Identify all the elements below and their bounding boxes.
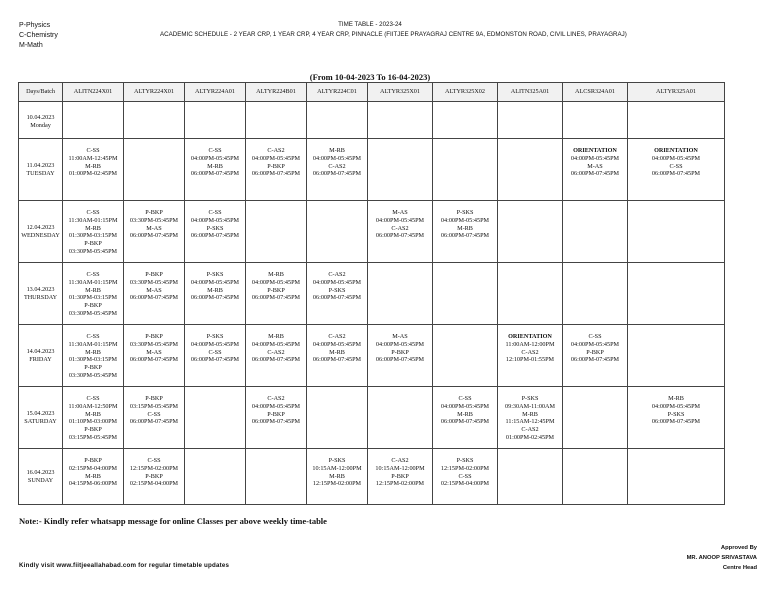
time-slot: 03:30PM-05:45PM (68, 309, 118, 317)
schedule-cell (307, 263, 368, 325)
subject-teacher: P-BKP (145, 472, 163, 480)
schedule-cell (628, 387, 725, 449)
time-slot: 04:00PM-05:45PM (190, 340, 240, 348)
title-line-1: TIME TABLE - 2023-24 (338, 21, 402, 28)
subject-teacher: M-AS (392, 209, 408, 216)
time-slot: 06:00PM-07:45PM (190, 170, 240, 178)
subject-teacher: M-RB (329, 472, 345, 480)
subject-teacher: M-RB (85, 224, 101, 232)
time-slot: 06:00PM-07:45PM (251, 294, 301, 302)
subject-teacher: C-SS (458, 395, 472, 402)
schedule-cell (185, 201, 246, 263)
time-slot: 03:30PM-05:45PM (68, 247, 118, 255)
schedule-cell (246, 449, 307, 505)
legend-chemistry: C-Chemistry (19, 32, 58, 39)
time-slot: 06:00PM-07:45PM (129, 418, 179, 426)
time-slot: 06:00PM-07:45PM (129, 356, 179, 364)
day-cell (19, 325, 63, 387)
time-slot: 03:15PM-05:45PM (129, 402, 179, 410)
subject-teacher: C-AS2 (391, 224, 409, 232)
subject-teacher: P-SKS (521, 395, 539, 402)
subject-teacher: M-RB (268, 333, 284, 340)
subject-teacher: C-SS (86, 333, 100, 340)
time-slot: 04:00PM-05:45PM (251, 402, 301, 410)
subject-teacher: C-SS (147, 457, 161, 464)
day-cell (19, 139, 63, 201)
time-slot: 01:30PM-03:15PM (68, 232, 118, 240)
schedule-cell (563, 387, 628, 449)
schedule-cell (433, 102, 498, 139)
subject-teacher: C-AS2 (267, 147, 285, 154)
schedule-cell (307, 449, 368, 505)
title-line-2: ACADEMIC SCHEDULE - 2 YEAR CRP, 1 YEAR CRP, 4 YEAR CRP, PINNACLE (FIITJEE PRAYAGRAJ CENTRE 9A, EDMONSTON ROAD, CIVIL LINES, PRAYAGRAJ) (160, 31, 627, 38)
schedule-cell (368, 139, 433, 201)
schedule-cell (246, 263, 307, 325)
time-slot: 02:15PM-04:00PM (440, 480, 490, 488)
time-slot: 11:15AM-12:45PM (505, 418, 555, 426)
time-slot: 03:30PM-05:45PM (129, 278, 179, 286)
time-slot: 04:15PM-06:00PM (68, 480, 118, 488)
subject-teacher: C-AS2 (521, 348, 539, 356)
header-batch: ALITN325A01 (498, 83, 563, 102)
website-notice: Kindly visit www.fiitjeeallahabad.com for regular timetable updates (19, 562, 230, 569)
time-slot: 01:10PM-03:00PM (68, 418, 118, 426)
day-name: THURSDAY (23, 293, 58, 301)
schedule-cell (124, 102, 185, 139)
subject-teacher: P-BKP (145, 271, 163, 278)
time-slot: 12:10PM-01:55PM (505, 356, 555, 364)
time-slot: 09:30AM-11:00AM (505, 402, 555, 410)
time-slot: 06:00PM-07:45PM (190, 232, 240, 240)
schedule-cell (563, 449, 628, 505)
schedule-cell (124, 449, 185, 505)
schedule-cell (307, 139, 368, 201)
subject-teacher: ORIENTATION (573, 147, 617, 154)
header-days-batch: Days/Batch (19, 83, 63, 102)
time-slot: 03:30PM-05:45PM (129, 340, 179, 348)
day-date: 10.04.2023 (26, 114, 55, 121)
document-title (160, 20, 627, 40)
day-cell (19, 102, 63, 139)
subject-teacher: ORIENTATION (508, 333, 552, 340)
day-name: WEDNESDAY (21, 231, 60, 239)
schedule-cell (498, 102, 563, 139)
header-batch: ALTYR325X02 (433, 83, 498, 102)
schedule-cell (368, 325, 433, 387)
schedule-cell (368, 102, 433, 139)
subject-legend (19, 21, 58, 51)
schedule-cell (368, 387, 433, 449)
header-batch: ALTYR325X01 (368, 83, 433, 102)
subject-teacher: M-AS (587, 162, 603, 170)
time-slot: 04:00PM-05:45PM (570, 154, 620, 162)
subject-teacher: P-BKP (391, 472, 409, 480)
time-slot: 03:30PM-05:45PM (68, 371, 118, 379)
subject-teacher: C-SS (458, 472, 472, 480)
subject-teacher: C-AS2 (267, 395, 285, 402)
time-slot: 02:15PM-04:00PM (129, 480, 179, 488)
subject-teacher: P-SKS (328, 286, 346, 294)
subject-teacher: P-BKP (267, 286, 285, 294)
schedule-cell (124, 325, 185, 387)
time-slot: 06:00PM-07:45PM (129, 294, 179, 302)
schedule-cell (246, 325, 307, 387)
schedule-cell (628, 325, 725, 387)
schedule-cell (124, 201, 185, 263)
time-slot: 01:30PM-03:15PM (68, 294, 118, 302)
subject-teacher: M-RB (329, 348, 345, 356)
schedule-cell (124, 139, 185, 201)
subject-teacher: C-AS2 (391, 457, 409, 464)
schedule-cell (185, 102, 246, 139)
schedule-cell (124, 387, 185, 449)
time-slot: 03:30PM-05:45PM (129, 216, 179, 224)
time-slot: 01:00PM-02:45PM (505, 433, 555, 441)
schedule-cell (185, 325, 246, 387)
subject-teacher: C-SS (208, 147, 222, 154)
time-slot: 04:00PM-05:45PM (190, 154, 240, 162)
schedule-cell (563, 263, 628, 325)
schedule-cell (498, 387, 563, 449)
subject-teacher: P-BKP (267, 162, 285, 170)
schedule-cell (63, 263, 124, 325)
subject-teacher: C-SS (588, 333, 602, 340)
schedule-cell (63, 449, 124, 505)
schedule-cell (628, 449, 725, 505)
subject-teacher: C-AS2 (521, 426, 539, 434)
subject-teacher: M-RB (85, 162, 101, 170)
time-slot: 04:00PM-05:45PM (190, 216, 240, 224)
subject-teacher: P-BKP (84, 457, 102, 464)
time-slot: 04:00PM-05:45PM (251, 340, 301, 348)
schedule-cell (563, 139, 628, 201)
schedule-cell (185, 387, 246, 449)
legend-math: M-Math (19, 42, 43, 49)
subject-teacher: M-AS (146, 286, 162, 294)
schedule-cell (563, 201, 628, 263)
time-slot: 11:30AM-01:15PM (68, 278, 118, 286)
day-date: 15.04.2023 (26, 409, 55, 417)
time-slot: 06:00PM-07:45PM (190, 294, 240, 302)
time-slot: 06:00PM-07:45PM (251, 418, 301, 426)
header-batch: ALTYR224X01 (124, 83, 185, 102)
schedule-cell (628, 102, 725, 139)
subject-teacher: P-BKP (586, 348, 604, 356)
time-slot: 04:00PM-05:45PM (190, 278, 240, 286)
time-slot: 04:00PM-05:45PM (570, 340, 620, 348)
subject-teacher: P-SKS (206, 224, 224, 232)
schedule-cell (307, 201, 368, 263)
schedule-cell (498, 325, 563, 387)
day-name: SATURDAY (24, 417, 57, 425)
time-slot: 06:00PM-07:45PM (251, 356, 301, 364)
time-slot: 12:15PM-02:00PM (312, 480, 362, 488)
schedule-cell (498, 449, 563, 505)
header-batch: ALTYR224B01 (246, 83, 307, 102)
schedule-cell (433, 387, 498, 449)
subject-teacher: P-BKP (145, 209, 163, 216)
schedule-cell (246, 102, 307, 139)
time-slot: 06:00PM-07:45PM (651, 418, 701, 426)
table-row (19, 102, 725, 139)
schedule-cell (368, 263, 433, 325)
subject-teacher: P-BKP (84, 426, 102, 434)
time-slot: 06:00PM-07:45PM (190, 356, 240, 364)
time-slot: 06:00PM-07:45PM (375, 356, 425, 364)
time-slot: 04:00PM-05:45PM (375, 216, 425, 224)
subject-teacher: C-SS (86, 147, 100, 154)
legend-physics: P-Physics (19, 22, 51, 29)
time-slot: 04:00PM-05:45PM (312, 340, 362, 348)
schedule-cell (63, 201, 124, 263)
day-cell (19, 449, 63, 505)
day-date: 16.04.2023 (26, 468, 55, 476)
time-slot: 12:15PM-02:00PM (375, 480, 425, 488)
time-slot: 11:00AM-12:50PM (68, 402, 118, 410)
time-slot: 04:00PM-05:45PM (251, 278, 301, 286)
schedule-cell (433, 449, 498, 505)
time-slot: 06:00PM-07:45PM (312, 356, 362, 364)
schedule-cell (498, 139, 563, 201)
time-slot: 04:00PM-05:45PM (312, 154, 362, 162)
subject-teacher: C-SS (208, 348, 222, 356)
subject-teacher: M-RB (207, 286, 223, 294)
day-name: FRIDAY (29, 355, 52, 363)
subject-teacher: P-BKP (84, 302, 102, 310)
subject-teacher: C-SS (208, 209, 222, 216)
time-slot: 06:00PM-07:45PM (129, 232, 179, 240)
header-batch: ALTYR224C01 (307, 83, 368, 102)
time-slot: 06:00PM-07:45PM (251, 170, 301, 178)
approval-block (687, 543, 757, 573)
subject-teacher: M-RB (85, 348, 101, 356)
subject-teacher: P-BKP (84, 364, 102, 372)
table-row (19, 201, 725, 263)
subject-teacher: P-BKP (391, 348, 409, 356)
timetable (18, 82, 725, 505)
time-slot: 06:00PM-07:45PM (440, 232, 490, 240)
schedule-cell (63, 387, 124, 449)
subject-teacher: P-SKS (456, 209, 474, 216)
subject-teacher: C-AS2 (267, 348, 285, 356)
time-slot: 01:30PM-03:15PM (68, 356, 118, 364)
subject-teacher: M-RB (668, 395, 684, 402)
time-slot: 06:00PM-07:45PM (440, 418, 490, 426)
subject-teacher: M-RB (268, 271, 284, 278)
subject-teacher: C-AS2 (328, 333, 346, 340)
approver-name: MR. ANOOP SRIVASTAVA (686, 555, 757, 561)
header-batch: ALITN224X01 (63, 83, 124, 102)
schedule-cell (628, 263, 725, 325)
table-row (19, 325, 725, 387)
schedule-cell (368, 449, 433, 505)
time-slot: 12:15PM-02:00PM (129, 464, 179, 472)
subject-teacher: M-RB (85, 410, 101, 418)
schedule-cell (563, 102, 628, 139)
approved-by: Approved By (720, 545, 757, 551)
schedule-cell (433, 201, 498, 263)
schedule-cell (185, 263, 246, 325)
time-slot: 11:00AM-12:00PM (505, 340, 555, 348)
time-slot: 11:30AM-01:15PM (68, 340, 118, 348)
schedule-cell (63, 102, 124, 139)
subject-teacher: P-BKP (145, 333, 163, 340)
schedule-cell (628, 201, 725, 263)
subject-teacher: P-BKP (267, 410, 285, 418)
time-slot: 04:00PM-05:45PM (440, 402, 490, 410)
schedule-cell (498, 201, 563, 263)
table-row (19, 139, 725, 201)
approver-title: Centre Head (722, 565, 757, 571)
schedule-cell (63, 139, 124, 201)
subject-teacher: P-SKS (456, 457, 474, 464)
time-slot: 01:00PM-02:45PM (68, 170, 118, 178)
header-batch: ALCSR324A01 (563, 83, 628, 102)
day-name: SUNDAY (27, 476, 54, 484)
date-range: (From 10-04-2023 To 16-04-2023) (309, 72, 431, 82)
subject-teacher: M-RB (457, 410, 473, 418)
subject-teacher: M-AS (146, 348, 162, 356)
day-date: 13.04.2023 (26, 285, 55, 293)
day-name: TUESDAY (26, 169, 55, 177)
schedule-cell (246, 201, 307, 263)
schedule-cell (433, 139, 498, 201)
schedule-cell (307, 102, 368, 139)
time-slot: 04:00PM-05:45PM (251, 154, 301, 162)
time-slot: 11:30AM-01:15PM (68, 216, 118, 224)
subject-teacher: M-RB (329, 147, 345, 154)
subject-teacher: M-RB (85, 472, 101, 480)
schedule-cell (433, 325, 498, 387)
time-slot: 06:00PM-07:45PM (651, 170, 701, 178)
note-text: Note:- Kindly refer whatsapp message for online Classes per above weekly time-table (19, 516, 327, 526)
schedule-cell (563, 325, 628, 387)
time-slot: 04:00PM-05:45PM (312, 278, 362, 286)
schedule-cell (368, 201, 433, 263)
day-cell (19, 387, 63, 449)
day-date: 12.04.2023 (26, 223, 55, 231)
time-slot: 06:00PM-07:45PM (570, 356, 620, 364)
subject-teacher: C-AS2 (328, 162, 346, 170)
day-cell (19, 263, 63, 325)
day-date: 11.04.2023 (26, 161, 55, 169)
time-slot: 02:15PM-04:00PM (68, 464, 118, 472)
table-row (19, 263, 725, 325)
schedule-cell (433, 263, 498, 325)
header-batch: ALTYR325A01 (628, 83, 725, 102)
day-date: 14.04.2023 (26, 347, 55, 355)
subject-teacher: P-BKP (145, 395, 163, 402)
subject-teacher: P-SKS (206, 271, 224, 278)
schedule-cell (498, 263, 563, 325)
table-row (19, 449, 725, 505)
time-slot: 03:15PM-05:45PM (68, 433, 118, 441)
schedule-cell (124, 263, 185, 325)
header-batch: ALTYR224A01 (185, 83, 246, 102)
time-slot: 04:00PM-05:45PM (651, 402, 701, 410)
subject-teacher: P-SKS (667, 410, 685, 418)
schedule-cell (185, 139, 246, 201)
subject-teacher: P-BKP (84, 240, 102, 248)
subject-teacher: M-AS (146, 224, 162, 232)
time-slot: 12:15PM-02:00PM (440, 464, 490, 472)
subject-teacher: P-SKS (206, 333, 224, 340)
subject-teacher: C-SS (147, 410, 161, 418)
header-row (19, 83, 725, 102)
subject-teacher: ORIENTATION (654, 147, 698, 154)
subject-teacher: P-SKS (328, 457, 346, 464)
subject-teacher: M-AS (392, 333, 408, 340)
time-slot: 06:00PM-07:45PM (570, 170, 620, 178)
subject-teacher: M-RB (207, 162, 223, 170)
time-slot: 06:00PM-07:45PM (312, 294, 362, 302)
time-slot: 06:00PM-07:45PM (375, 232, 425, 240)
schedule-cell (246, 139, 307, 201)
subject-teacher: C-SS (669, 162, 683, 170)
subject-teacher: M-RB (522, 410, 538, 418)
day-cell (19, 201, 63, 263)
schedule-cell (185, 449, 246, 505)
schedule-cell (246, 387, 307, 449)
time-slot: 10:15AM-12:00PM (375, 464, 425, 472)
table-row (19, 387, 725, 449)
subject-teacher: C-SS (86, 209, 100, 216)
schedule-cell (307, 325, 368, 387)
subject-teacher: M-RB (85, 286, 101, 294)
schedule-cell (63, 325, 124, 387)
time-slot: 10:15AM-12:00PM (312, 464, 362, 472)
schedule-cell (628, 139, 725, 201)
time-slot: 11:00AM-12:45PM (68, 154, 118, 162)
time-slot: 06:00PM-07:45PM (312, 170, 362, 178)
subject-teacher: C-SS (86, 395, 100, 402)
subject-teacher: C-AS2 (328, 271, 346, 278)
schedule-cell (307, 387, 368, 449)
day-name: Monday (30, 121, 51, 129)
subject-teacher: C-SS (86, 271, 100, 278)
subject-teacher: M-RB (457, 224, 473, 232)
time-slot: 04:00PM-05:45PM (651, 154, 701, 162)
time-slot: 04:00PM-05:45PM (440, 216, 490, 224)
time-slot: 04:00PM-05:45PM (375, 340, 425, 348)
